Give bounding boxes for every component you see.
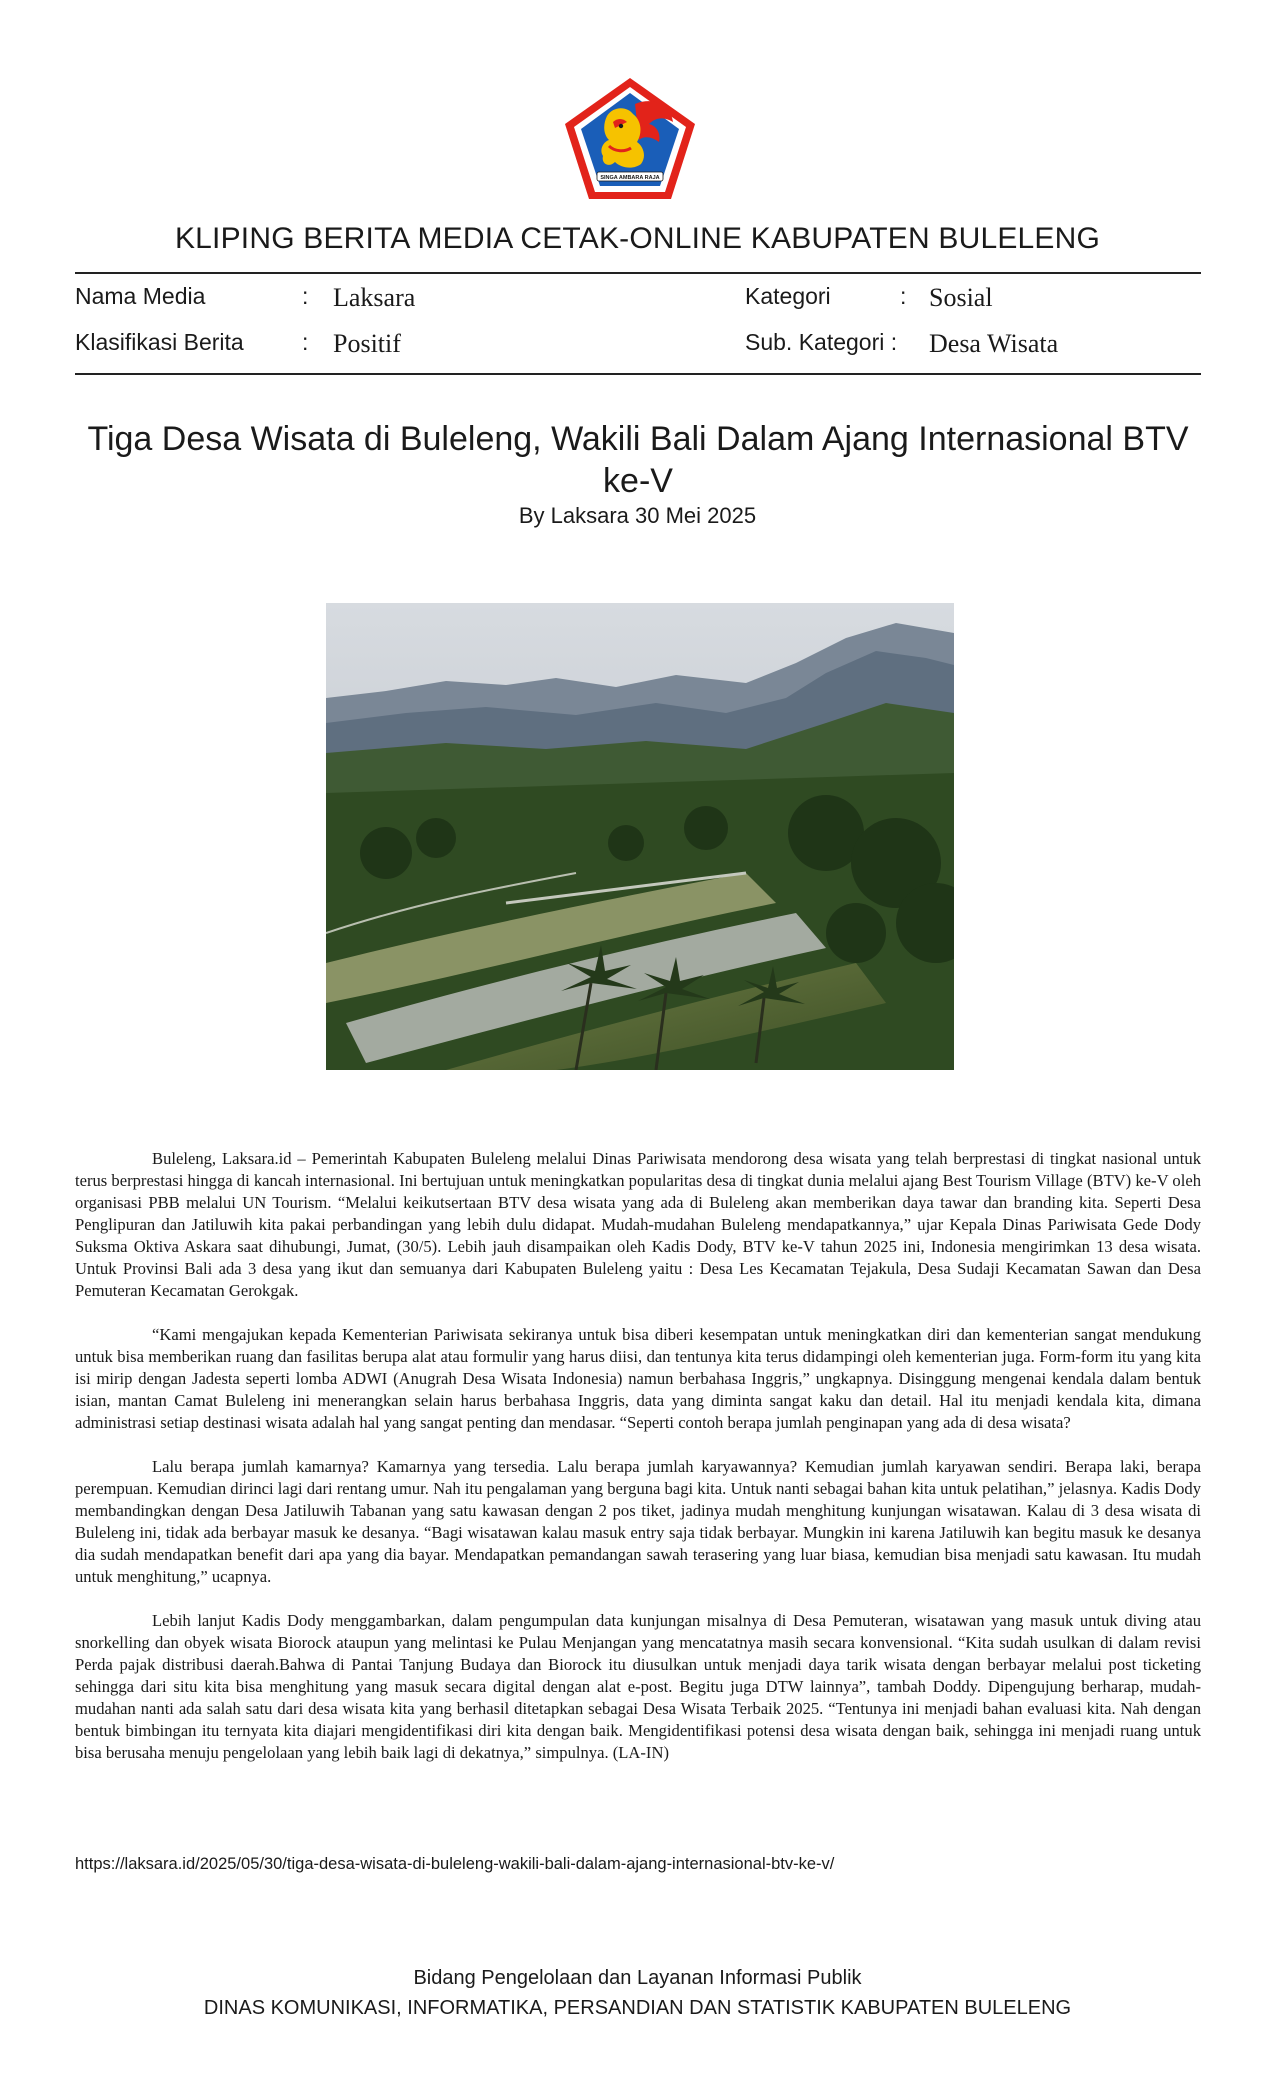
crest-motto: SINGA AMBARA RAJA: [600, 175, 660, 181]
media-value: Laksara: [333, 283, 416, 312]
classification-value: Positif: [333, 329, 401, 358]
source-link[interactable]: https://laksara.id/2025/05/30/tiga-desa-wisata-di-buleleng-wakili-bali-dalam-ajang-internasional-btv-ke-v/: [75, 1855, 835, 1873]
header-rule-bottom: [75, 373, 1201, 375]
rice-terrace-landscape-photo-icon: [326, 603, 954, 1070]
article-paragraph: Lebih lanjut Kadis Dody menggambarkan, dalam pengumpulan data kunjungan misalnya di Desa Pemuteran, wisatawan yang masuk untuk diving atau snorkelling dan obyek wisata Biorock ataupun yang melintasi ke Pulau Menjangan yang mencatatnya masih secara konvensional. “Kita sudah usulkan di dalam revisi Perda pajak distribusi daerah.Bahwa di Pantai Tanjung Budaya dan Biorock itu diusulkan untuk menjadi daya tarik wisata dengan berbayar melalui post ticketing sehingga dari situ kita bisa menghitung yang masuk secara digital dengan alat e-post. Begitu juga DTW lainnya”, tambah Doddy. Dipengujung berharap, mudah-mudahan nanti ada salah satu dari desa wisata kita yang berhasil ditetapkan sebagai Desa Wisata Terbaik 2025. “Tentunya ini menjadi bahan evaluasi kita. Nah dengan bentuk bimbingan itu ternyata kita diajari mengidentifikasi diri kita dengan baik. Mengidentifikasi potensi desa wisata dengan baik, sehingga ini menjadi ruang untuk bisa berusaha menuju pengelolaan yang lebih baik lagi di dekatnya,” simpulnya. (LA-IN): [75, 1611, 1201, 1762]
category-label: Kategori: [745, 283, 831, 309]
document-header-title: KLIPING BERITA MEDIA CETAK-ONLINE KABUPATEN BULELENG: [174, 222, 1101, 255]
category-value: Sosial: [929, 283, 993, 312]
media-separator: :: [302, 283, 309, 309]
footer-agency: DINAS KOMUNIKASI, INFORMATIKA, PERSANDIAN DAN STATISTIK KABUPATEN BULELENG: [203, 1997, 1072, 2019]
buleleng-regency-crest-icon: [563, 76, 697, 201]
article-paragraph: “Kami mengajukan kepada Kementerian Pariwisata sekiranya untuk bisa diberi kesempatan untuk meningkatkan diri dan kementerian sangat mendukung untuk bisa memberikan ruang dan fasilitas berupa alat atau formulir yang harus diisi, dan tentunya kita terus didampingi oleh kementerian juga. Form-form itu yang kita isi mirip dengan Jadesta seperti lomba ADWI (Anugrah Desa Wisata Indonesia) namun berbahasa Inggris,” ungkapnya. Disinggung mengenai kendala dalam bentuk isian, mantan Camat Buleleng ini menerangkan selain harus berbahasa Inggris, data yang diminta sangat kaku dan detail. Hal itu menjadi kendala kita, dimana administrasi setiap destinasi wisata adalah hal yang sangat penting dan mendasar. “Seperti contoh berapa jumlah penginapan yang ada di desa wisata?: [75, 1325, 1201, 1432]
header-rule-top: [75, 272, 1201, 274]
category-separator: :: [900, 283, 907, 309]
classification-separator: :: [302, 329, 309, 355]
article-title: Tiga Desa Wisata di Buleleng, Wakili Bali Dalam Ajang Internasional BTV ke-V: [87, 420, 1189, 500]
article-body: [75, 1148, 1201, 1786]
media-label: Nama Media: [75, 283, 206, 309]
article-paragraph: Buleleng, Laksara.id – Pemerintah Kabupaten Buleleng melalui Dinas Pariwisata mendorong desa wisata yang telah berprestasi di tingkat nasional untuk terus berprestasi hingga di kancah internasional. Ini bertujuan untuk meningkatkan popularitas desa di tingkat dunia melalui ajang Best Tourism Village (BTV) ke-V oleh organisasi PBB melalui UN Tourism. “Melalui keikutsertaan BTV desa wisata yang ada di Buleleng akan memberikan daya tawar dan branding kita. Seperti Desa Penglipuran dan Jatiluwih kita pakai perbandingan yang lebih dulu didapat. Mudah-mudahan Buleleng mendapatkannya,” ujar Kepala Dinas Pariwisata Gede Dody Suksma Oktiva Askara saat dihubungi, Jumat, (30/5). Lebih jauh disampaikan oleh Kadis Dody, BTV ke-V tahun 2025 ini, Indonesia mengirimkan 13 desa wisata. Untuk Provinsi Bali ada 3 desa yang ikut dan semuanya dari Kabupaten Buleleng yaitu : Desa Les Kecamatan Tejakula, Desa Sudaji Kecamatan Sawan dan Desa Pemuteran Kecamatan Gerokgak.: [75, 1149, 1201, 1300]
article-byline: By Laksara 30 Mei 2025: [518, 503, 757, 528]
subcategory-value: Desa Wisata: [929, 329, 1059, 358]
article-paragraph: Lalu berapa jumlah kamarnya? Kamarnya yang tersedia. Lalu berapa jumlah karyawannya? Kemudian jumlah karyawan sendiri. Berapa laki, berapa perempuan. Kemudian dirinci lagi dari rentang umur. Nah itu pengalaman yang berguna bagi kita. Untuk nanti sebagai bahan kita untuk pelatihan,” jelasnya. Kadis Dody membandingkan dengan Desa Jatiluwih Tabanan yang satu kawasan dengan 2 pos tiket, jadinya mudah menghitung kunjungan wisatawan. Kalau di 3 desa wisata di Buleleng ini, tidak ada berbayar masuk ke desanya. “Bagi wisatawan kalau masuk entry saja tidak berbayar. Mungkin ini karena Jatiluwih kan begitu masuk ke desanya dia sudah mendapatkan benefit dari apa yang dia bayar. Mendapatkan pemandangan sawah terasering yang luar biasa, kemudian bisa menjadi satu kawasan. Itu mudah untuk menghitung,” ucapnya.: [75, 1457, 1201, 1586]
footer-department: Bidang Pengelolaan dan Layanan Informasi Publik: [413, 1967, 862, 1989]
subcategory-label: Sub. Kategori :: [745, 329, 898, 355]
classification-label: Klasifikasi Berita: [75, 329, 244, 355]
